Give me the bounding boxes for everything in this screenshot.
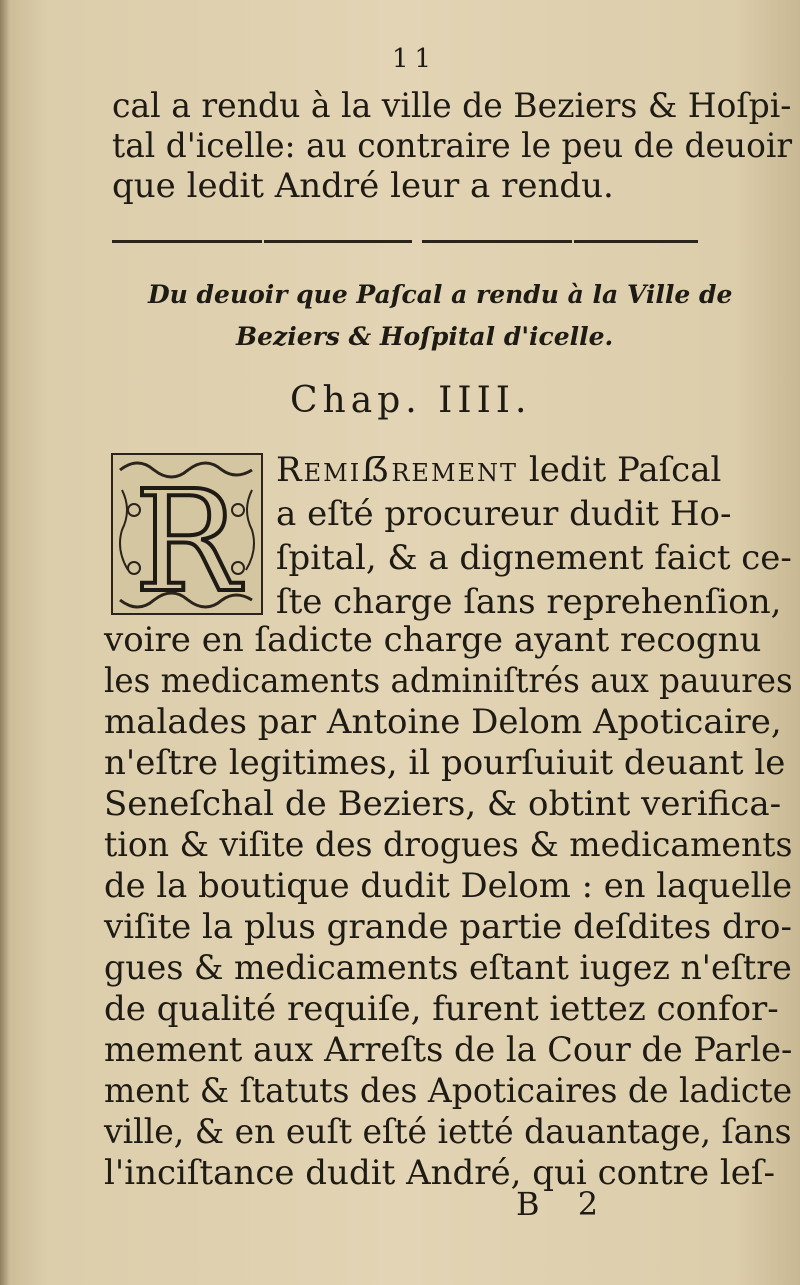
text-line: ſte charge ſans reprehenſion, — [276, 582, 782, 622]
signature-mark: B 2 — [516, 1185, 613, 1223]
text-line: viſite la plus grande partie deſdites dro- — [104, 907, 792, 947]
text-line: n'eſtre legitimes, il pourſuiuit deuant le — [104, 743, 786, 783]
text-line — [276, 450, 721, 490]
page-edge — [0, 0, 10, 1285]
text-line: gues & medicaments eſtant iugez n'eſtre — [104, 948, 792, 988]
text-line: les medicaments adminiſtrés aux pauures — [104, 661, 793, 701]
text-line: l'inciſtance dudit André, qui contre leſ- — [104, 1153, 775, 1193]
ornamental-initial — [108, 450, 266, 618]
section-heading: Du deuoir que Paſcal a rendu à la Ville de — [148, 280, 733, 309]
text-line: ment & ſtatuts des Apoticaires de ladicte — [104, 1071, 793, 1111]
text-line: ſpital, & a dignement faict ce- — [276, 538, 792, 578]
text-line: voire en ſadicte charge ayant recognu — [104, 620, 762, 660]
drop-cap-letter: R — [134, 461, 240, 618]
text-line: Seneſchal de Beziers, & obtint verifica- — [104, 784, 782, 824]
text-line: de la boutique dudit Delom : en laquelle — [104, 866, 793, 906]
section-rule — [112, 238, 698, 245]
first-word: Remiẞrement — [276, 450, 519, 490]
text-line: de qualité requiſe, furent iettez confor- — [104, 989, 779, 1029]
page-number: 11 — [392, 44, 438, 74]
text-line: que ledit André leur a rendu. — [112, 166, 614, 206]
text-line: mement aux Arreſts de la Cour de Parle- — [104, 1030, 793, 1070]
text-fragment: ledit Paſcal — [518, 450, 722, 490]
text-line: cal a rendu à la ville de Beziers & Hoſpi- — [112, 86, 792, 126]
chapter-title: Chap. IIII. — [290, 380, 532, 421]
text-line: ville, & en euſt eſté ietté dauantage, ſans — [104, 1112, 792, 1152]
section-heading: Beziers & Hoſpital d'icelle. — [236, 322, 614, 351]
text-line: malades par Antoine Delom Apoticaire, — [104, 702, 782, 742]
text-line: tion & viſite des drogues & medicaments — [104, 825, 793, 865]
text-line: tal d'icelle: au contraire le peu de deuoir — [112, 126, 793, 166]
text-line: a eſté procureur dudit Ho- — [276, 494, 732, 534]
